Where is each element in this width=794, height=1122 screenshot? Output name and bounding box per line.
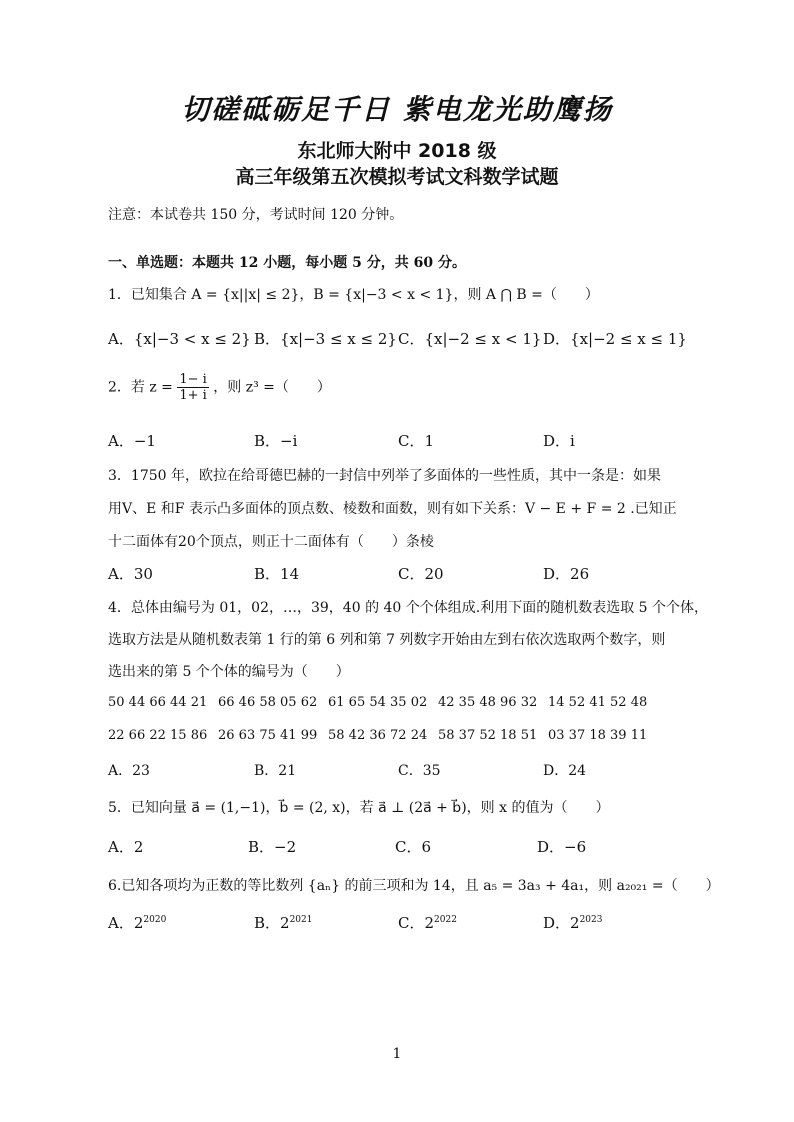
random-table-row-1-group-2: 66 46 58 05 62 (218, 695, 318, 710)
question-2-prefix: 2．若 z = (108, 379, 173, 396)
question-6-option-a-exponent: 2020 (143, 915, 167, 925)
random-table-row-2-group-1: 22 66 22 15 86 (108, 728, 208, 743)
question-6-option-c-base: C．2 (398, 914, 435, 932)
question-2-option-c: C．1 (398, 432, 435, 450)
question-5-option-b: B．−2 (248, 838, 297, 856)
question-6-stem: 6.已知各项均为正数的等比数列 {aₙ} 的前三项和为 14，且 a₅ = 3a₃ + 4a₁，则 a₂₀₂₁ =（ ） (108, 878, 720, 894)
question-1-option-a: A．{x|−3 < x ≤ 2} (108, 330, 251, 348)
exam-title-school: 东北师大附中 2018 级 (297, 140, 497, 162)
question-5-option-c: C．6 (395, 838, 432, 856)
question-2-option-a: A．−1 (108, 432, 156, 450)
question-3-option-d: D．26 (543, 565, 590, 583)
question-6-option-b-exponent: 2021 (289, 915, 313, 925)
page-number: 1 (392, 1046, 402, 1062)
question-6-option-d-base: D．2 (543, 914, 580, 932)
question-6-option-b (254, 912, 312, 933)
question-1-stem: 1．已知集合 A = {x||x| ≤ 2}，B = {x|−3 < x < 1}，则 A ⋂ B =（ ） (108, 287, 599, 303)
question-4-option-c: C．35 (398, 763, 441, 779)
section-heading: 一、单选题：本题共 12 小题，每小题 5 分，共 60 分。 (108, 255, 466, 271)
question-6-option-b-base: B．2 (254, 914, 290, 932)
random-table-row-1-group-1: 50 44 66 44 21 (108, 695, 208, 710)
random-table-row-2-group-5: 03 37 18 39 11 (548, 728, 648, 743)
question-3-option-a: A．30 (108, 565, 153, 583)
question-6-option-c-exponent: 2022 (434, 915, 457, 925)
question-1-option-b: B．{x|−3 ≤ x ≤ 2} (254, 330, 397, 348)
question-4-option-d: D．24 (543, 763, 587, 779)
random-table-row-1-group-5: 14 52 41 52 48 (548, 695, 648, 710)
question-2-option-b: B．−i (254, 432, 298, 450)
question-3-line-3: 十二面体有20个顶点，则正十二面体有（ ）条棱 (108, 534, 434, 550)
question-5-option-d: D．−6 (537, 838, 587, 856)
question-6-option-d-exponent: 2023 (579, 915, 603, 925)
random-table-row-2-group-2: 26 63 75 41 99 (218, 728, 318, 743)
question-6-option-c (398, 912, 457, 933)
question-1-option-d: D．{x|−2 ≤ x ≤ 1} (543, 330, 687, 348)
question-2-fraction (177, 372, 208, 403)
question-6-option-d (543, 912, 602, 933)
random-table-row-1-group-4: 42 35 48 96 32 (438, 695, 538, 710)
question-4-line-2: 选取方法是从随机数表第 1 行的第 6 列和第 7 列数字开始由左到右依次选取两个数字，则 (108, 632, 666, 648)
exam-notice: 注意：本试卷共 150 分，考试时间 120 分钟。 (108, 207, 404, 223)
question-2-option-d: D．i (543, 432, 575, 450)
question-2-fraction-numerator: 1− i (179, 372, 207, 387)
question-5-option-a: A．2 (108, 838, 144, 856)
question-2-stem (108, 372, 331, 403)
question-4-option-b: B．21 (254, 763, 297, 779)
question-5-stem: 5．已知向量 a⃗ = (1,−1)，b⃗ = (2, x)，若 a⃗ ⊥ (2a⃗ + b⃗)，则 x 的值为（ ） (108, 800, 610, 816)
question-1-option-c: C．{x|−2 ≤ x < 1} (398, 330, 542, 348)
question-4-line-3: 选出来的第 5 个个体的编号为（ ） (108, 664, 350, 680)
question-3-line-1: 3．1750 年，欧拉在给哥德巴赫的一封信中列举了多面体的一些性质，其中一条是：如果 (108, 468, 661, 484)
question-3-line-2: 用V、E 和F 表示凸多面体的顶点数、棱数和面数，则有如下关系：V − E + F = 2 .已知正 (108, 501, 677, 517)
question-2-suffix: ，则 z³ =（ ） (213, 379, 331, 396)
question-4-line-1: 4．总体由编号为 01，02，…，39，40 的 40 个个体组成.利用下面的随机数表选取 5 个个体， (108, 600, 709, 616)
exam-title-subject: 高三年级第五次模拟考试文科数学试题 (235, 166, 559, 188)
random-table-row-2-group-3: 58 42 36 72 24 (328, 728, 428, 743)
question-6-option-a (108, 912, 166, 933)
question-6-option-a-base: A．2 (108, 914, 144, 932)
question-3-option-c: C．20 (398, 565, 444, 583)
question-3-option-b: B．14 (254, 565, 300, 583)
random-table-row-1-group-3: 61 65 54 35 02 (328, 695, 428, 710)
motto-heading: 切磋砥砺足千日 紫电龙光助鹰扬 (181, 93, 613, 126)
question-2-fraction-denominator: 1+ i (179, 388, 207, 403)
question-4-option-a: A．23 (108, 763, 150, 779)
random-table-row-2-group-4: 58 37 52 18 51 (438, 728, 538, 743)
